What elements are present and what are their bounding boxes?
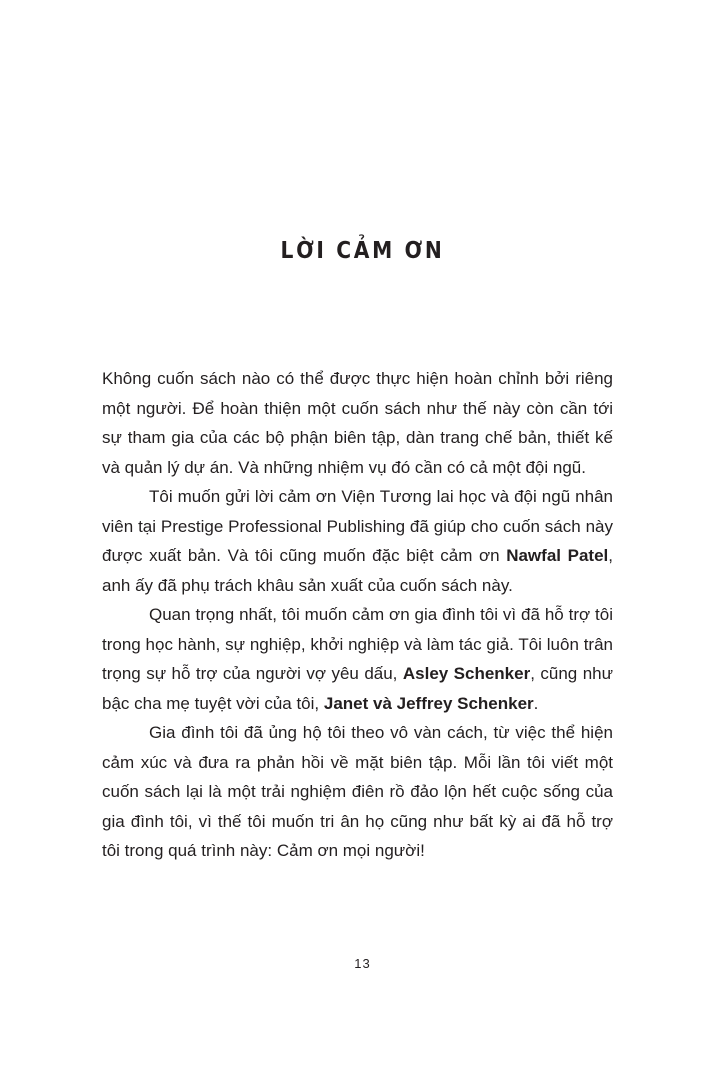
page-number: 13: [354, 956, 371, 971]
paragraph: [102, 600, 613, 718]
body-text: [102, 364, 613, 866]
paragraph: [102, 718, 613, 866]
chapter-title: LỜI CẢM ƠN: [280, 238, 445, 264]
paragraph: [102, 364, 613, 482]
paragraph-text: Quan trọng nhất, tôi muốn cảm ơn gia đình tôi vì đã hỗ trợ tôi trong học hành, sự nghiệp, khởi nghiệp và làm tác giả. Tôi luôn trân trọng sự hỗ trợ của người vợ yêu dấu,: [102, 605, 613, 683]
paragraph-text: Không cuốn sách nào có thể được thực hiện hoàn chỉnh bởi riêng một người. Để hoàn thiện một cuốn sách như thế này còn cần tới sự tham gia của các bộ phận biên tập, dàn trang chế bản, thiết kế và quản lý dự án. Và những nhiệm vụ đó cần có cả một đội ngũ.: [102, 369, 613, 477]
paragraph-text: Tôi muốn gửi lời cảm ơn Viện Tương lai học và đội ngũ nhân viên tại Prestige Professional Publishing đã giúp cho cuốn sách này được xuất bản. Và tôi cũng muốn đặc biệt cảm ơn: [102, 487, 613, 565]
paragraph-text: .: [533, 693, 539, 713]
paragraph-text: , cũng như bậc cha mẹ tuyệt vời của tôi,: [102, 664, 613, 713]
paragraph: [102, 482, 613, 600]
bold-name: Janet và Jeffrey Schenker: [323, 693, 534, 713]
paragraph-text: Gia đình tôi đã ủng hộ tôi theo vô vàn cách, từ việc thể hiện cảm xúc và đưa ra phản hồi về mặt biên tập. Mỗi lần tôi viết một cuốn sách lại là một trải nghiệm điên rồ đảo lộn hết cuộc sống của gia đình tôi, vì thế tôi muốn tri ân họ cũng như bất kỳ ai đã hỗ trợ tôi trong quá trình này: Cảm ơn mọi người!: [102, 723, 613, 860]
paragraph-text: , anh ấy đã phụ trách khâu sản xuất của cuốn sách này.: [102, 546, 613, 595]
bold-name: Nawfal Patel: [506, 546, 609, 565]
bold-name: Asley Schenker: [402, 664, 531, 683]
